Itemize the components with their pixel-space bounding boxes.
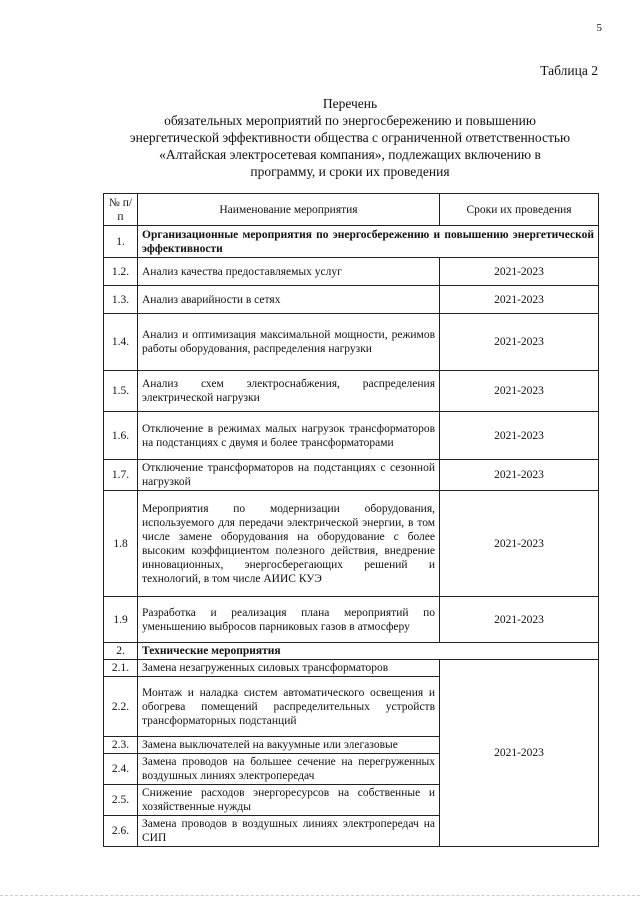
page-number: 5	[596, 22, 602, 34]
heading-line: обязательных мероприятий по энергосбережению и повышению	[164, 113, 536, 128]
row-name: Анализ качества предоставляемых услуг	[138, 258, 440, 286]
table-row	[104, 412, 599, 460]
table-row	[104, 660, 599, 677]
row-num: 1.9	[104, 597, 138, 643]
row-name: Анализ и оптимизация максимальной мощности, режимов работы оборудования, распределения нагрузки	[138, 314, 440, 371]
header-name: Наименование мероприятия	[138, 194, 440, 226]
table-label: Таблица 2	[540, 63, 598, 78]
row-num: 1.3.	[104, 286, 138, 314]
row-num: 1.4.	[104, 314, 138, 371]
measures-table	[103, 193, 599, 847]
row-num: 1.8	[104, 491, 138, 597]
row-name: Снижение расходов энергоресурсов на собственные и хозяйственные нужды	[138, 785, 440, 816]
row-num: 1.5.	[104, 371, 138, 412]
table-row	[104, 258, 599, 286]
table-row	[104, 460, 599, 491]
table-row	[104, 314, 599, 371]
table-row	[104, 643, 599, 660]
row-num: 2.6.	[104, 816, 138, 847]
row-name: Отключение в режимах малых нагрузок трансформаторов на подстанциях с двумя и более трансформаторами	[138, 412, 440, 460]
row-name: Замена незагруженных силовых трансформаторов	[138, 660, 440, 677]
row-name: Мероприятия по модернизации оборудования, используемого для передачи электрической энергии, в том числе замене оборудования на оборудование с более высоким коэффициентом полезного действия, внедрение инновационных, энергосберегающих решений и технологий, в том числе АИИС КУЭ	[138, 491, 440, 597]
row-term-merged: 2021-2023	[440, 660, 599, 847]
row-num: 2.1.	[104, 660, 138, 677]
row-num: 1.	[104, 226, 138, 258]
row-num: 2.2.	[104, 677, 138, 737]
table-row	[104, 226, 599, 258]
row-name: Отключение трансформаторов на подстанциях с сезонной нагрузкой	[138, 460, 440, 491]
row-num: 1.7.	[104, 460, 138, 491]
row-name: Анализ схем электроснабжения, распределения электрической нагрузки	[138, 371, 440, 412]
row-num: 2.5.	[104, 785, 138, 816]
row-num: 2.	[104, 643, 138, 660]
heading-line: программу, и сроки их проведения	[250, 164, 450, 179]
header-num: № п/п	[104, 194, 138, 226]
row-name: Анализ аварийности в сетях	[138, 286, 440, 314]
row-term: 2021-2023	[440, 597, 599, 643]
row-num: 2.4.	[104, 754, 138, 785]
document-heading	[100, 95, 600, 180]
heading-line: Перечень	[322, 96, 378, 111]
section-title: Технические мероприятия	[138, 643, 599, 660]
row-name: Монтаж и наладка систем автоматического освещения и обогрева помещений распределительных устройств трансформаторных подстанций	[138, 677, 440, 737]
table-header-row	[104, 194, 599, 226]
row-term: 2021-2023	[440, 314, 599, 371]
header-term: Сроки их проведения	[440, 194, 599, 226]
heading-line: энергетической эффективности общества с ограниченной ответственностью	[129, 130, 571, 145]
row-term: 2021-2023	[440, 491, 599, 597]
row-num: 1.6.	[104, 412, 138, 460]
row-name: Замена проводов в воздушных линиях электропередач на СИП	[138, 816, 440, 847]
row-term: 2021-2023	[440, 412, 599, 460]
heading-line: «Алтайская электросетевая компания», подлежащих включению в	[159, 147, 541, 162]
row-name: Замена выключателей на вакуумные или элегазовые	[138, 737, 440, 754]
section-title: Организационные мероприятия по энергосбережению и повышению энергетической эффективности	[138, 226, 599, 258]
row-name: Разработка и реализация плана мероприятий по уменьшению выбросов парниковых газов в атмосферу	[138, 597, 440, 643]
row-num: 2.3.	[104, 737, 138, 754]
row-term: 2021-2023	[440, 286, 599, 314]
table-row	[104, 491, 599, 597]
page-bottom-divider	[0, 895, 640, 896]
table-row	[104, 371, 599, 412]
table-row	[104, 597, 599, 643]
row-term: 2021-2023	[440, 371, 599, 412]
table-row	[104, 286, 599, 314]
row-name: Замена проводов на большее сечение на перегруженных воздушных линиях электропередач	[138, 754, 440, 785]
row-num: 1.2.	[104, 258, 138, 286]
row-term: 2021-2023	[440, 460, 599, 491]
row-term: 2021-2023	[440, 258, 599, 286]
